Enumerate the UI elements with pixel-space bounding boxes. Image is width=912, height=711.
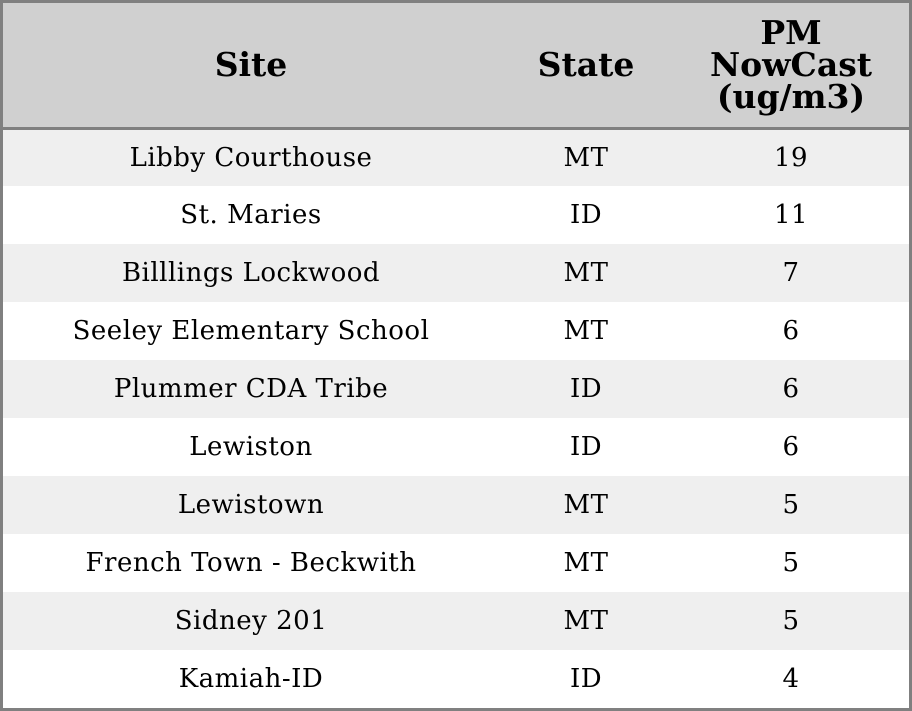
cell-pm: 6: [782, 432, 800, 462]
cell-pm: 5: [782, 606, 800, 636]
cell-pm: 6: [782, 374, 800, 404]
cell-state: MT: [563, 606, 609, 636]
table-row: [3, 360, 909, 418]
cell-site: Lewistown: [177, 490, 325, 520]
cell-site: Billlings Lockwood: [121, 258, 381, 288]
cell-pm: 4: [782, 664, 800, 694]
cell-state: ID: [569, 664, 603, 694]
table-row: [3, 592, 909, 650]
header-row: [3, 3, 909, 128]
column-header-pm-nowcast: [673, 3, 909, 128]
cell-state: ID: [569, 200, 603, 230]
table-row: [3, 476, 909, 534]
table-body: [3, 128, 909, 708]
cell-state: MT: [563, 490, 609, 520]
cell-pm: 11: [773, 200, 809, 230]
cell-state: MT: [563, 258, 609, 288]
table-row: [3, 418, 909, 476]
cell-site: St. Maries: [180, 200, 322, 230]
cell-state: ID: [569, 432, 603, 462]
cell-state: ID: [569, 374, 603, 404]
cell-state: MT: [563, 548, 609, 578]
cell-site: Libby Courthouse: [129, 142, 373, 173]
cell-state: MT: [563, 316, 609, 346]
table-row: [3, 244, 909, 302]
column-header-pm-line1: PM: [760, 12, 822, 52]
table-row: [3, 302, 909, 360]
cell-site: Lewiston: [189, 432, 313, 462]
column-header-pm-line3: (ug/m3): [716, 76, 866, 116]
cell-site: Seeley Elementary School: [72, 316, 430, 346]
table-row: [3, 186, 909, 244]
cell-site: French Town - Beckwith: [85, 548, 417, 578]
cell-pm: 6: [782, 316, 800, 346]
column-header-site: Site: [3, 3, 499, 128]
cell-site: Kamiah-ID: [178, 664, 324, 694]
cell-pm: 7: [782, 258, 800, 288]
cell-site: Plummer CDA Tribe: [113, 374, 389, 404]
table-header: [3, 3, 909, 128]
column-header-pm-line2: NowCast: [709, 44, 873, 84]
table-row: [3, 128, 909, 186]
cell-pm: 5: [782, 548, 800, 578]
cell-pm: 5: [782, 490, 800, 520]
cell-state: MT: [563, 142, 609, 173]
cell-pm: 19: [773, 142, 809, 173]
pm-nowcast-table: [3, 3, 909, 708]
table-row: [3, 534, 909, 592]
table-row: [3, 650, 909, 708]
column-header-state: State: [499, 3, 673, 128]
cell-site: Sidney 201: [174, 606, 328, 636]
